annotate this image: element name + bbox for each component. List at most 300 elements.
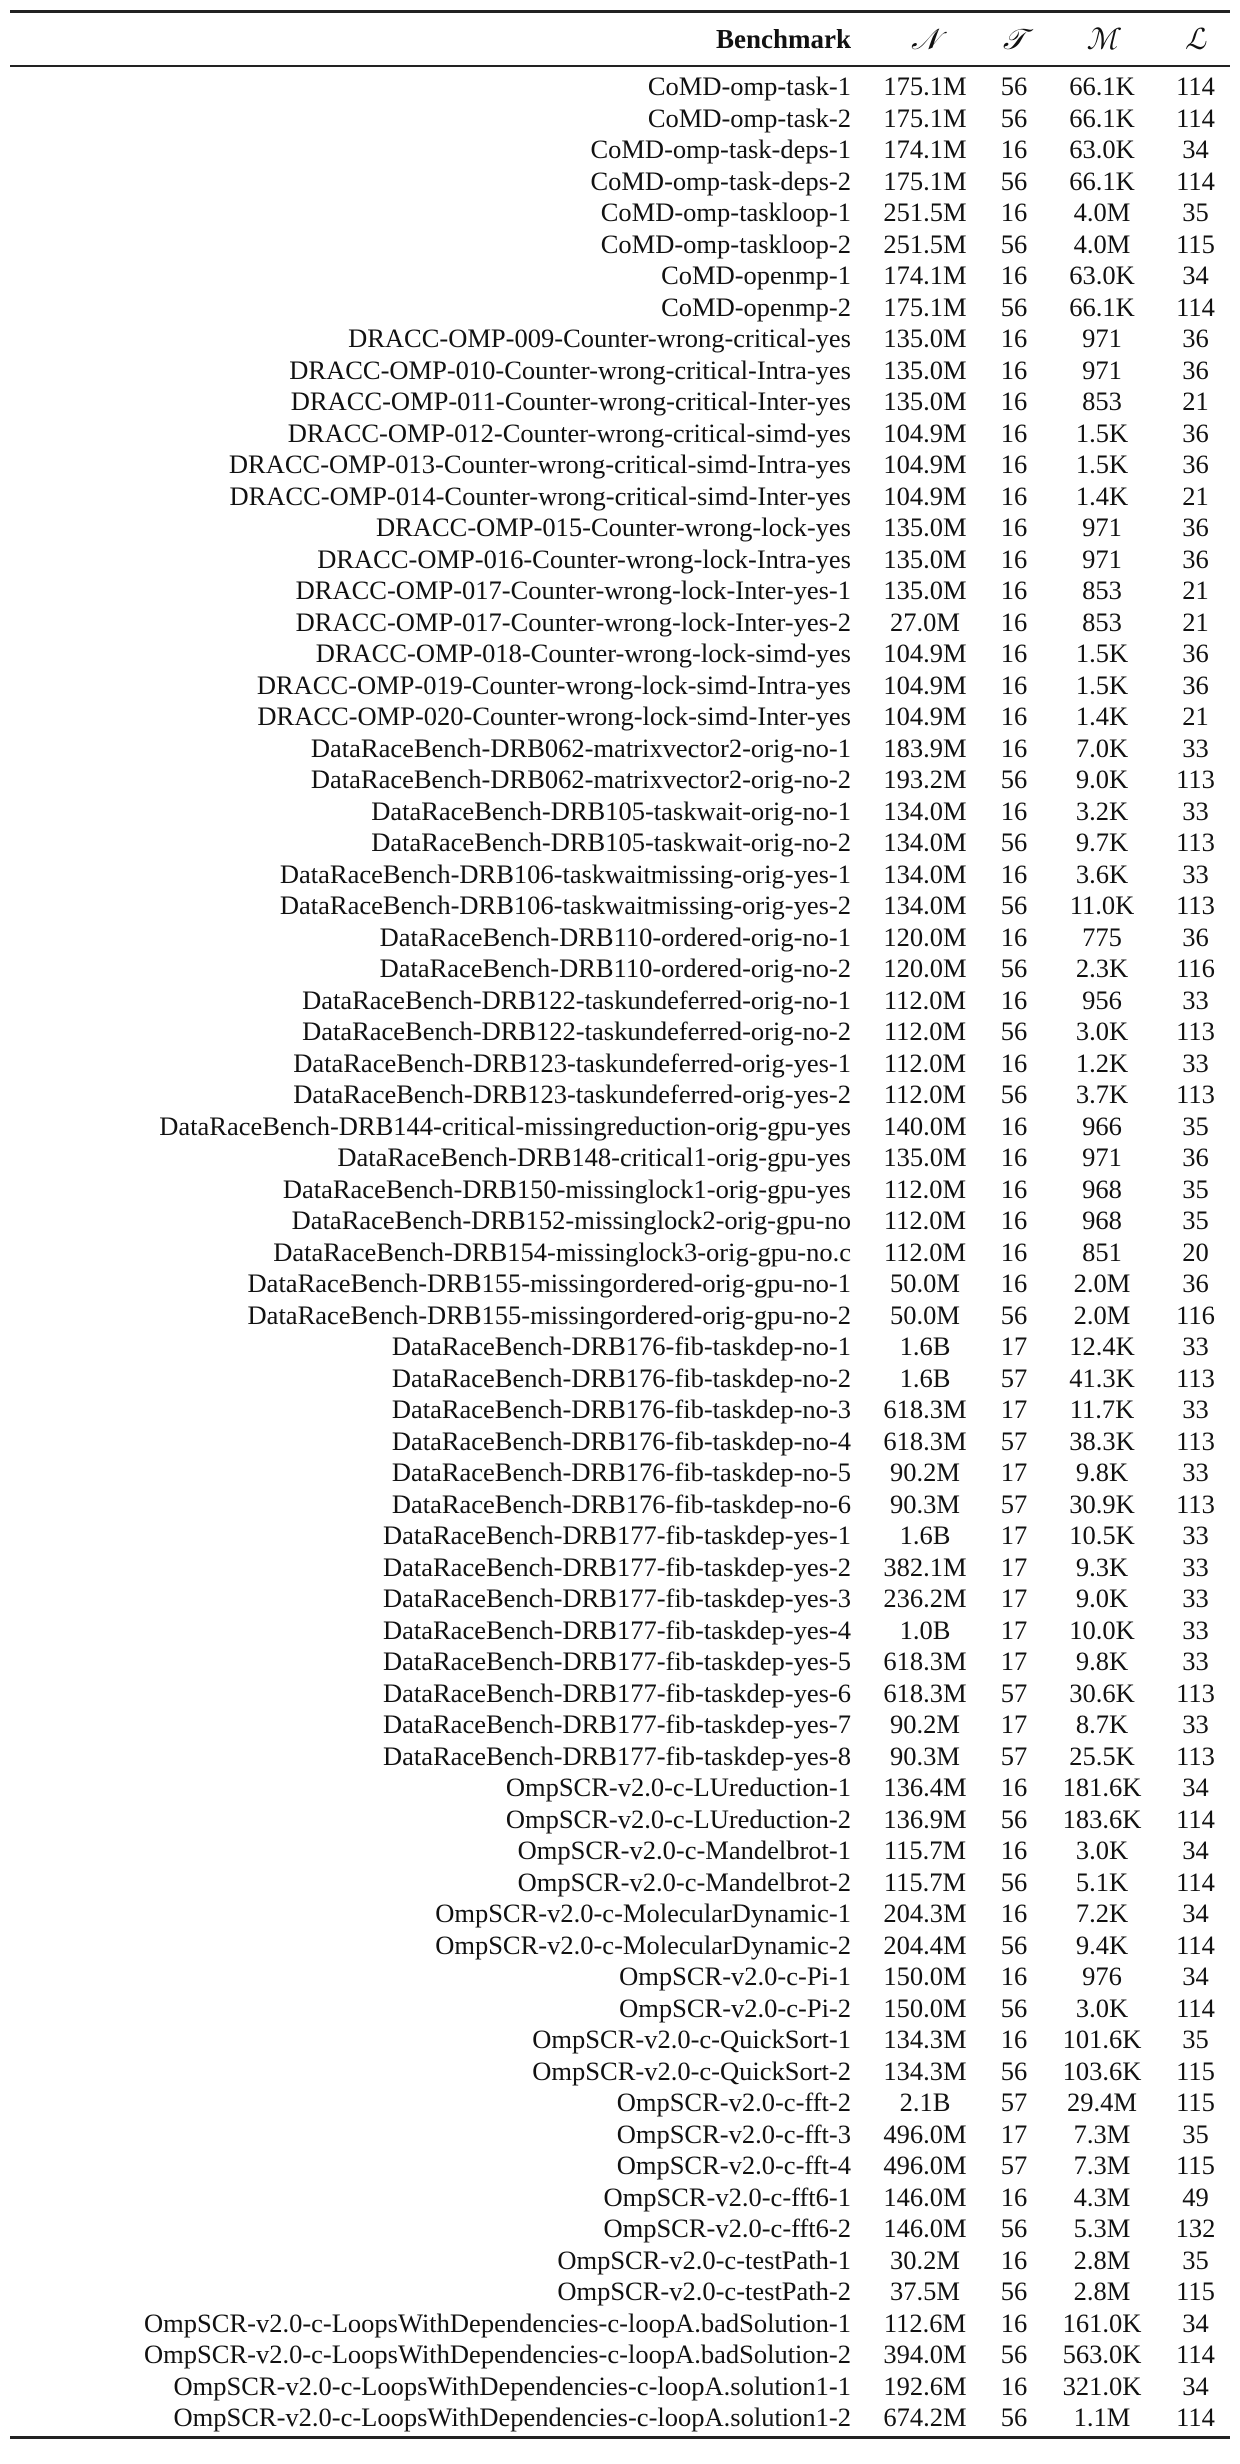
cell-m: 10.5K bbox=[1069, 1520, 1135, 1550]
cell-l: 36 bbox=[1182, 1142, 1209, 1172]
cell-t: 16 bbox=[1000, 1961, 1028, 1991]
table-row bbox=[10, 292, 1230, 324]
table-body bbox=[10, 67, 1230, 2436]
cell-l: 36 bbox=[1182, 638, 1209, 668]
cell-l: 33 bbox=[1182, 1047, 1209, 1078]
cell-benchmark: DRACC-OMP-017-Counter-wrong-lock-Inter-yes-1 bbox=[295, 575, 851, 605]
cell-n: 112.0M bbox=[883, 984, 967, 1015]
cell-t: 56 bbox=[1000, 102, 1028, 133]
cell-l: 33 bbox=[1182, 858, 1209, 889]
cell-l: 36 bbox=[1182, 1268, 1209, 1298]
cell-benchmark: DataRaceBench-DRB105-taskwait-orig-no-2 bbox=[371, 827, 851, 857]
cell-n: 183.9M bbox=[883, 732, 967, 763]
cell-t: 56 bbox=[1000, 2276, 1028, 2306]
cell-benchmark: DataRaceBench-DRB155-missingordered-orig-gpu-no-2 bbox=[247, 1299, 851, 1330]
cell-m: 3.0K bbox=[1075, 1835, 1129, 1865]
table-row bbox=[10, 1237, 1230, 1269]
cell-t: 16 bbox=[1000, 858, 1028, 889]
cell-m: 63.0K bbox=[1069, 134, 1135, 164]
cell-m: 9.7K bbox=[1075, 827, 1129, 857]
cell-benchmark: DataRaceBench-DRB177-fib-taskdep-yes-8 bbox=[382, 1740, 851, 1771]
cell-n: 134.3M bbox=[883, 2055, 967, 2086]
cell-m: 853 bbox=[1082, 386, 1122, 416]
cell-l: 34 bbox=[1182, 1961, 1209, 1991]
cell-t: 56 bbox=[1000, 2213, 1028, 2243]
table-row bbox=[10, 1426, 1230, 1458]
cell-benchmark: OmpSCR-v2.0-c-LUreduction-2 bbox=[505, 1803, 851, 1834]
cell-n: 136.4M bbox=[883, 1772, 967, 1802]
cell-benchmark: OmpSCR-v2.0-c-fft6-2 bbox=[603, 2213, 851, 2243]
cell-m: 971 bbox=[1082, 512, 1122, 542]
cell-l: 113 bbox=[1176, 1362, 1215, 1393]
cell-t: 16 bbox=[1000, 1236, 1028, 1267]
cell-benchmark: CoMD-openmp-2 bbox=[661, 291, 851, 322]
cell-t: 16 bbox=[1000, 606, 1028, 637]
table-row bbox=[10, 1142, 1230, 1174]
table-row bbox=[10, 1804, 1230, 1836]
cell-benchmark: OmpSCR-v2.0-c-QuickSort-2 bbox=[532, 2055, 851, 2086]
cell-m: 161.0K bbox=[1062, 2307, 1142, 2338]
cell-t: 16 bbox=[1000, 260, 1028, 290]
cell-l: 36 bbox=[1182, 512, 1209, 542]
cell-benchmark: DRACC-OMP-012-Counter-wrong-critical-simd-yes bbox=[287, 417, 851, 448]
cell-n: 618.3M bbox=[883, 1646, 967, 1676]
cell-t: 57 bbox=[1000, 2150, 1028, 2180]
cell-t: 57 bbox=[1000, 1488, 1028, 1519]
cell-m: 3.2K bbox=[1075, 795, 1129, 826]
cell-l: 34 bbox=[1182, 2370, 1209, 2401]
cell-l: 20 bbox=[1182, 1236, 1209, 1267]
cell-benchmark: DRACC-OMP-015-Counter-wrong-lock-yes bbox=[376, 512, 851, 542]
cell-benchmark: OmpSCR-v2.0-c-Pi-1 bbox=[619, 1961, 851, 1991]
cell-t: 56 bbox=[1000, 1992, 1028, 2023]
cell-m: 1.1M bbox=[1073, 2402, 1131, 2432]
cell-l: 35 bbox=[1182, 1205, 1209, 1235]
table-row bbox=[10, 1741, 1230, 1773]
cell-l: 35 bbox=[1182, 2244, 1209, 2275]
cell-m: 11.7K bbox=[1069, 1394, 1135, 1424]
cell-n: 90.3M bbox=[890, 1488, 960, 1519]
cell-benchmark: DataRaceBench-DRB122-taskundeferred-orig-no-2 bbox=[302, 1016, 851, 1046]
cell-t: 17 bbox=[1000, 2118, 1028, 2149]
cell-t: 16 bbox=[1000, 638, 1028, 668]
cell-l: 49 bbox=[1182, 2181, 1209, 2212]
table-row bbox=[10, 1457, 1230, 1489]
cell-t: 57 bbox=[1000, 2087, 1028, 2117]
cell-n: 104.9M bbox=[883, 669, 967, 700]
cell-l: 33 bbox=[1182, 1457, 1209, 1487]
cell-m: 9.8K bbox=[1075, 1646, 1129, 1676]
table-row bbox=[10, 323, 1230, 355]
cell-m: 183.6K bbox=[1062, 1803, 1142, 1834]
cell-t: 56 bbox=[1000, 1079, 1028, 1109]
cell-n: 2.1B bbox=[899, 2087, 951, 2117]
cell-l: 113 bbox=[1176, 1740, 1215, 1771]
cell-l: 115 bbox=[1176, 2276, 1215, 2306]
cell-n: 104.9M bbox=[883, 449, 967, 479]
cell-n: 236.2M bbox=[883, 1583, 967, 1613]
cell-m: 4.0M bbox=[1073, 197, 1131, 227]
cell-l: 114 bbox=[1176, 165, 1215, 196]
cell-l: 35 bbox=[1182, 1173, 1209, 1204]
cell-t: 16 bbox=[1000, 449, 1028, 479]
cell-m: 966 bbox=[1082, 1110, 1122, 1141]
table-row bbox=[10, 2371, 1230, 2403]
cell-t: 56 bbox=[1000, 2339, 1028, 2369]
cell-m: 103.6K bbox=[1062, 2055, 1142, 2086]
cell-l: 114 bbox=[1176, 2402, 1215, 2432]
cell-l: 114 bbox=[1176, 1992, 1215, 2023]
cell-benchmark: DataRaceBench-DRB062-matrixvector2-orig-no-1 bbox=[310, 732, 851, 763]
cell-t: 17 bbox=[1000, 1709, 1028, 1739]
cell-t: 17 bbox=[1000, 1331, 1028, 1361]
table-row bbox=[10, 670, 1230, 702]
cell-t: 16 bbox=[1000, 1142, 1028, 1172]
table-row bbox=[10, 134, 1230, 166]
table-row bbox=[10, 796, 1230, 828]
cell-m: 4.3M bbox=[1073, 2181, 1131, 2212]
cell-benchmark: DataRaceBench-DRB122-taskundeferred-orig-no-1 bbox=[302, 984, 851, 1015]
cell-t: 56 bbox=[1000, 165, 1028, 196]
table-row bbox=[10, 1867, 1230, 1899]
cell-n: 104.9M bbox=[883, 638, 967, 668]
cell-m: 66.1K bbox=[1069, 71, 1135, 101]
cell-n: 112.0M bbox=[883, 1079, 967, 1109]
cell-benchmark: OmpSCR-v2.0-c-testPath-2 bbox=[557, 2276, 851, 2306]
cell-benchmark: DataRaceBench-DRB150-missinglock1-orig-gpu-yes bbox=[282, 1173, 851, 1204]
cell-m: 976 bbox=[1082, 1961, 1122, 1991]
cell-n: 115.7M bbox=[883, 1835, 967, 1865]
header-n: 𝒩 bbox=[911, 22, 939, 56]
cell-l: 36 bbox=[1182, 449, 1209, 479]
cell-m: 66.1K bbox=[1069, 102, 1135, 133]
cell-l: 35 bbox=[1182, 197, 1209, 227]
cell-t: 17 bbox=[1000, 1551, 1028, 1582]
cell-t: 16 bbox=[1000, 417, 1028, 448]
cell-n: 115.7M bbox=[883, 1866, 967, 1897]
cell-m: 9.8K bbox=[1075, 1457, 1129, 1487]
cell-benchmark: CoMD-openmp-1 bbox=[661, 260, 851, 290]
cell-t: 16 bbox=[1000, 354, 1028, 385]
cell-n: 150.0M bbox=[883, 1992, 967, 2023]
table-row bbox=[10, 1520, 1230, 1552]
cell-t: 16 bbox=[1000, 575, 1028, 605]
cell-m: 3.6K bbox=[1075, 858, 1129, 889]
cell-m: 63.0K bbox=[1069, 260, 1135, 290]
cell-t: 56 bbox=[1000, 1803, 1028, 1834]
cell-t: 56 bbox=[1000, 291, 1028, 322]
cell-n: 618.3M bbox=[883, 1677, 967, 1708]
table-row bbox=[10, 2182, 1230, 2214]
table-row bbox=[10, 922, 1230, 954]
cell-m: 1.2K bbox=[1075, 1047, 1129, 1078]
cell-m: 2.0M bbox=[1073, 1299, 1131, 1330]
cell-m: 3.7K bbox=[1075, 1079, 1129, 1109]
cell-t: 56 bbox=[1000, 953, 1028, 983]
cell-t: 56 bbox=[1000, 71, 1028, 101]
cell-l: 113 bbox=[1176, 1016, 1215, 1046]
cell-m: 853 bbox=[1082, 606, 1122, 637]
cell-l: 114 bbox=[1176, 1803, 1215, 1834]
table-row bbox=[10, 733, 1230, 765]
cell-m: 9.4K bbox=[1075, 1929, 1129, 1960]
table-row bbox=[10, 1300, 1230, 1332]
cell-l: 33 bbox=[1182, 1709, 1209, 1739]
cell-benchmark: DataRaceBench-DRB152-missinglock2-orig-gpu-no bbox=[291, 1205, 851, 1235]
cell-n: 175.1M bbox=[883, 165, 967, 196]
cell-t: 56 bbox=[1000, 1016, 1028, 1046]
table-row bbox=[10, 859, 1230, 891]
table-row bbox=[10, 2308, 1230, 2340]
table-row bbox=[10, 2024, 1230, 2056]
header-l: ℒ bbox=[1185, 22, 1206, 56]
cell-t: 16 bbox=[1000, 1772, 1028, 1802]
cell-n: 674.2M bbox=[883, 2402, 967, 2432]
cell-n: 135.0M bbox=[883, 323, 967, 353]
cell-n: 251.5M bbox=[883, 197, 967, 227]
cell-l: 114 bbox=[1176, 2339, 1215, 2369]
cell-t: 16 bbox=[1000, 512, 1028, 542]
table-row bbox=[10, 166, 1230, 198]
cell-benchmark: DataRaceBench-DRB154-missinglock3-orig-gpu-no.c bbox=[273, 1236, 851, 1267]
cell-l: 33 bbox=[1182, 1520, 1209, 1550]
cell-benchmark: DataRaceBench-DRB176-fib-taskdep-no-6 bbox=[391, 1488, 851, 1519]
cell-n: 174.1M bbox=[883, 134, 967, 164]
cell-n: 251.5M bbox=[883, 228, 967, 259]
table-row bbox=[10, 544, 1230, 576]
cell-t: 56 bbox=[1000, 2055, 1028, 2086]
table-row bbox=[10, 449, 1230, 481]
cell-m: 971 bbox=[1082, 543, 1122, 574]
cell-m: 12.4K bbox=[1069, 1331, 1135, 1361]
cell-t: 57 bbox=[1000, 1362, 1028, 1393]
cell-benchmark: OmpSCR-v2.0-c-Pi-2 bbox=[619, 1992, 851, 2023]
cell-n: 134.0M bbox=[883, 890, 967, 920]
cell-m: 2.0M bbox=[1073, 1268, 1131, 1298]
cell-t: 16 bbox=[1000, 480, 1028, 511]
table-row bbox=[10, 1111, 1230, 1143]
cell-m: 775 bbox=[1082, 921, 1122, 952]
cell-l: 113 bbox=[1176, 1079, 1215, 1109]
cell-benchmark: OmpSCR-v2.0-c-fft-2 bbox=[616, 2087, 851, 2117]
cell-m: 7.3M bbox=[1073, 2150, 1131, 2180]
table-row bbox=[10, 827, 1230, 859]
cell-benchmark: DataRaceBench-DRB177-fib-taskdep-yes-1 bbox=[382, 1520, 851, 1550]
cell-m: 2.3K bbox=[1075, 953, 1129, 983]
table-row bbox=[10, 1552, 1230, 1584]
cell-l: 33 bbox=[1182, 1551, 1209, 1582]
cell-n: 50.0M bbox=[890, 1299, 960, 1330]
table-row bbox=[10, 2119, 1230, 2151]
cell-n: 135.0M bbox=[883, 575, 967, 605]
cell-l: 34 bbox=[1182, 1772, 1209, 1802]
cell-l: 114 bbox=[1176, 1929, 1215, 1960]
table-row bbox=[10, 1394, 1230, 1426]
table-row bbox=[10, 1048, 1230, 1080]
table-row bbox=[10, 2087, 1230, 2119]
table-row bbox=[10, 1268, 1230, 1300]
table-row bbox=[10, 2056, 1230, 2088]
cell-t: 56 bbox=[1000, 228, 1028, 259]
table-row bbox=[10, 1205, 1230, 1237]
cell-l: 116 bbox=[1176, 953, 1215, 983]
cell-t: 16 bbox=[1000, 732, 1028, 763]
cell-n: 134.0M bbox=[883, 827, 967, 857]
cell-benchmark: DRACC-OMP-020-Counter-wrong-lock-simd-Inter-yes bbox=[257, 701, 851, 731]
cell-m: 5.1K bbox=[1075, 1866, 1129, 1897]
cell-m: 66.1K bbox=[1069, 291, 1135, 322]
cell-l: 113 bbox=[1176, 1425, 1215, 1456]
cell-n: 90.2M bbox=[890, 1457, 960, 1487]
cell-benchmark: DRACC-OMP-010-Counter-wrong-critical-Intra-yes bbox=[289, 354, 851, 385]
cell-n: 1.6B bbox=[899, 1520, 951, 1550]
table-row bbox=[10, 1678, 1230, 1710]
cell-m: 1.4K bbox=[1075, 701, 1129, 731]
cell-n: 120.0M bbox=[883, 953, 967, 983]
table-row bbox=[10, 1930, 1230, 1962]
cell-n: 496.0M bbox=[883, 2150, 967, 2180]
cell-l: 35 bbox=[1182, 1110, 1209, 1141]
cell-t: 16 bbox=[1000, 543, 1028, 574]
cell-n: 37.5M bbox=[890, 2276, 960, 2306]
cell-l: 114 bbox=[1176, 291, 1215, 322]
cell-m: 971 bbox=[1082, 1142, 1122, 1172]
cell-n: 112.0M bbox=[883, 1016, 967, 1046]
cell-t: 56 bbox=[1000, 764, 1028, 794]
cell-m: 1.4K bbox=[1075, 480, 1129, 511]
cell-n: 112.0M bbox=[883, 1047, 967, 1078]
cell-m: 563.0K bbox=[1062, 2339, 1142, 2369]
table-row bbox=[10, 2150, 1230, 2182]
cell-benchmark: OmpSCR-v2.0-c-LoopsWithDependencies-c-loopA.badSolution-1 bbox=[144, 2307, 851, 2338]
cell-n: 175.1M bbox=[883, 102, 967, 133]
cell-m: 38.3K bbox=[1069, 1425, 1135, 1456]
cell-l: 113 bbox=[1176, 827, 1215, 857]
cell-m: 7.3M bbox=[1073, 2118, 1131, 2149]
cell-l: 36 bbox=[1182, 323, 1209, 353]
cell-t: 16 bbox=[1000, 1110, 1028, 1141]
table-row bbox=[10, 985, 1230, 1017]
cell-t: 17 bbox=[1000, 1520, 1028, 1550]
cell-l: 21 bbox=[1182, 701, 1209, 731]
cell-l: 113 bbox=[1176, 1677, 1215, 1708]
cell-n: 112.6M bbox=[883, 2307, 967, 2338]
cell-m: 5.3M bbox=[1073, 2213, 1131, 2243]
table-row bbox=[10, 1363, 1230, 1395]
cell-benchmark: CoMD-omp-task-1 bbox=[647, 71, 851, 101]
cell-t: 16 bbox=[1000, 984, 1028, 1015]
cell-t: 17 bbox=[1000, 1583, 1028, 1613]
cell-t: 56 bbox=[1000, 1929, 1028, 1960]
cell-m: 11.0K bbox=[1069, 890, 1135, 920]
cell-n: 112.0M bbox=[883, 1205, 967, 1235]
cell-benchmark: DRACC-OMP-016-Counter-wrong-lock-Intra-yes bbox=[317, 543, 851, 574]
cell-n: 27.0M bbox=[890, 606, 960, 637]
cell-benchmark: DataRaceBench-DRB177-fib-taskdep-yes-4 bbox=[382, 1614, 851, 1645]
cell-l: 113 bbox=[1176, 890, 1215, 920]
benchmark-table bbox=[10, 10, 1230, 2439]
cell-l: 35 bbox=[1182, 2024, 1209, 2054]
cell-n: 104.9M bbox=[883, 701, 967, 731]
cell-t: 16 bbox=[1000, 134, 1028, 164]
cell-t: 56 bbox=[1000, 2402, 1028, 2432]
cell-t: 16 bbox=[1000, 2370, 1028, 2401]
table-row bbox=[10, 1583, 1230, 1615]
cell-n: 134.0M bbox=[883, 858, 967, 889]
cell-n: 618.3M bbox=[883, 1425, 967, 1456]
cell-benchmark: DataRaceBench-DRB177-fib-taskdep-yes-2 bbox=[382, 1551, 851, 1582]
cell-m: 1.5K bbox=[1075, 638, 1129, 668]
cell-l: 34 bbox=[1182, 1898, 1209, 1928]
cell-n: 146.0M bbox=[883, 2213, 967, 2243]
cell-m: 956 bbox=[1082, 984, 1122, 1015]
cell-m: 971 bbox=[1082, 323, 1122, 353]
cell-benchmark: DataRaceBench-DRB176-fib-taskdep-no-5 bbox=[391, 1457, 851, 1487]
table-row bbox=[10, 1993, 1230, 2025]
cell-l: 114 bbox=[1176, 102, 1215, 133]
cell-l: 21 bbox=[1182, 386, 1209, 416]
cell-n: 135.0M bbox=[883, 386, 967, 416]
cell-t: 16 bbox=[1000, 1268, 1028, 1298]
cell-n: 112.0M bbox=[883, 1173, 967, 1204]
cell-l: 114 bbox=[1176, 71, 1215, 101]
table-row bbox=[10, 1174, 1230, 1206]
cell-n: 135.0M bbox=[883, 543, 967, 574]
cell-n: 135.0M bbox=[883, 354, 967, 385]
cell-l: 34 bbox=[1182, 260, 1209, 290]
cell-l: 33 bbox=[1182, 1614, 1209, 1645]
header-benchmark: Benchmark bbox=[716, 24, 851, 54]
cell-n: 175.1M bbox=[883, 291, 967, 322]
cell-t: 56 bbox=[1000, 1299, 1028, 1330]
cell-benchmark: CoMD-omp-task-deps-1 bbox=[590, 134, 851, 164]
cell-m: 2.8M bbox=[1073, 2244, 1131, 2275]
cell-l: 36 bbox=[1182, 354, 1209, 385]
table-row bbox=[10, 2402, 1230, 2434]
table-row bbox=[10, 607, 1230, 639]
table-row bbox=[10, 764, 1230, 796]
table-row bbox=[10, 1079, 1230, 1111]
table-row bbox=[10, 2245, 1230, 2277]
table-row bbox=[10, 2339, 1230, 2371]
cell-benchmark: DataRaceBench-DRB110-ordered-orig-no-1 bbox=[379, 921, 851, 952]
cell-m: 10.0K bbox=[1069, 1614, 1135, 1645]
cell-m: 30.6K bbox=[1069, 1677, 1135, 1708]
cell-l: 21 bbox=[1182, 575, 1209, 605]
cell-l: 34 bbox=[1182, 134, 1209, 164]
cell-m: 321.0K bbox=[1062, 2370, 1142, 2401]
cell-n: 618.3M bbox=[883, 1394, 967, 1424]
cell-l: 36 bbox=[1182, 417, 1209, 448]
cell-l: 113 bbox=[1176, 1488, 1215, 1519]
cell-l: 33 bbox=[1182, 1394, 1209, 1424]
cell-benchmark: OmpSCR-v2.0-c-LoopsWithDependencies-c-loopA.badSolution-2 bbox=[144, 2339, 851, 2369]
cell-m: 968 bbox=[1082, 1205, 1122, 1235]
cell-benchmark: CoMD-omp-task-2 bbox=[647, 102, 851, 133]
cell-benchmark: OmpSCR-v2.0-c-LoopsWithDependencies-c-loopA.solution1-2 bbox=[173, 2402, 851, 2432]
cell-t: 56 bbox=[1000, 827, 1028, 857]
cell-l: 36 bbox=[1182, 543, 1209, 574]
cell-l: 33 bbox=[1182, 795, 1209, 826]
cell-n: 175.1M bbox=[883, 71, 967, 101]
cell-benchmark: DataRaceBench-DRB177-fib-taskdep-yes-5 bbox=[382, 1646, 851, 1676]
cell-t: 16 bbox=[1000, 1205, 1028, 1235]
cell-n: 50.0M bbox=[890, 1268, 960, 1298]
cell-benchmark: OmpSCR-v2.0-c-fft6-1 bbox=[603, 2181, 851, 2212]
table-row bbox=[10, 103, 1230, 135]
cell-benchmark: DataRaceBench-DRB155-missingordered-orig-gpu-no-1 bbox=[247, 1268, 851, 1298]
cell-n: 90.2M bbox=[890, 1709, 960, 1739]
